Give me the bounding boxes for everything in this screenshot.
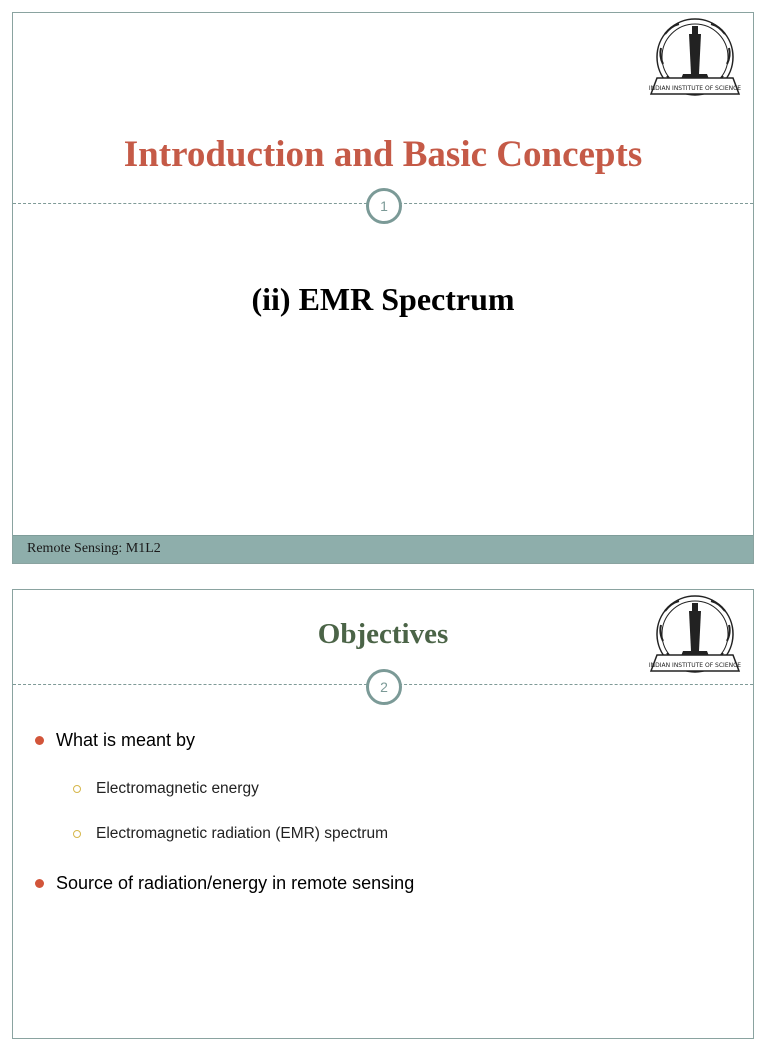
slide-subtitle: (ii) EMR Spectrum [251,281,515,317]
slide-number-badge: 2 [366,669,402,705]
bullet-dot-icon [35,736,44,745]
slide-2 [12,589,754,1039]
bullet-text: Electromagnetic energy [96,780,259,797]
list-item [73,780,259,798]
footer-text: Remote Sensing: M1L2 [27,541,161,556]
list-item [35,873,414,894]
list-item [73,825,388,843]
svg-text:INDIAN INSTITUTE OF SCIENCE: INDIAN INSTITUTE OF SCIENCE [648,85,742,92]
slide-title: Introduction and Basic Concepts [123,134,643,175]
slide-title: Objectives [317,618,449,650]
svg-text:INDIAN INSTITUTE OF SCIENCE: INDIAN INSTITUTE OF SCIENCE [648,662,742,669]
bullet-dot-icon [35,879,44,888]
list-item [35,730,195,751]
slide-number-badge: 1 [366,188,402,224]
bullet-text: Source of radiation/energy in remote sensing [56,873,415,893]
bullet-text: Electromagnetic radiation (EMR) spectrum [96,825,389,842]
institute-logo-icon [635,14,751,108]
bullet-text: What is meant by [56,730,196,750]
bullet-ring-icon [73,830,81,838]
footer-bar [13,535,753,563]
bullet-ring-icon [73,785,81,793]
slide-1 [12,12,754,564]
